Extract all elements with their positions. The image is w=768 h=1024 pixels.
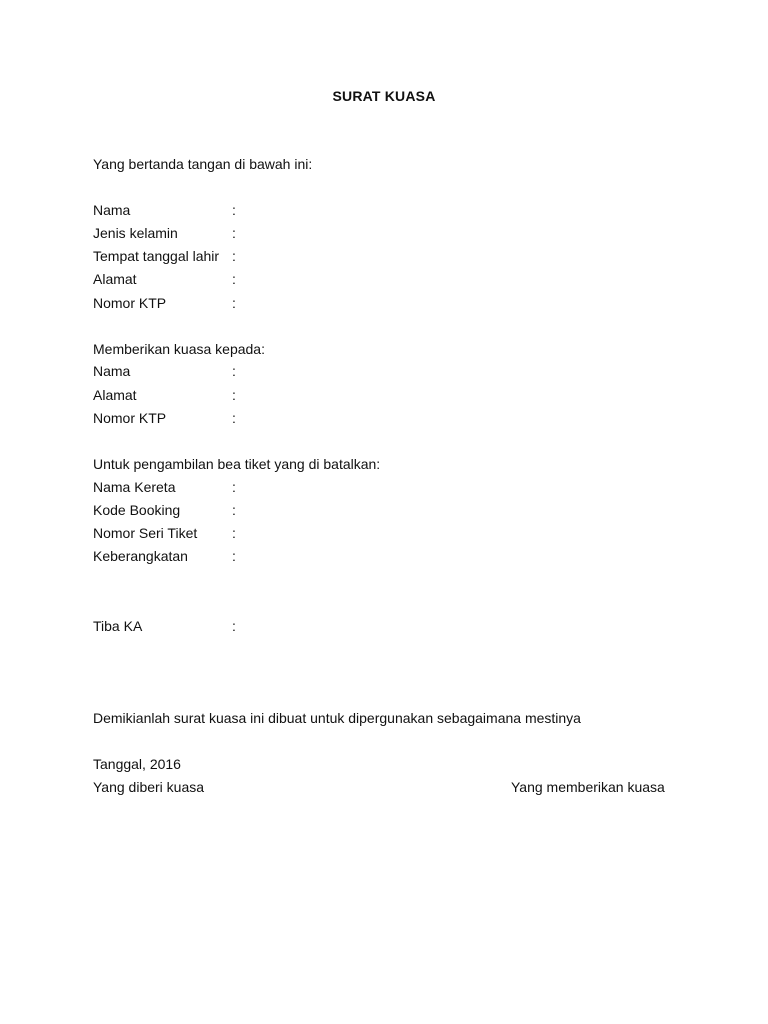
grantor-signature-label: Yang memberikan kuasa: [511, 779, 665, 795]
field-separator: :: [232, 225, 236, 241]
field-separator: :: [232, 202, 236, 218]
field-separator: :: [232, 295, 236, 311]
field-separator: :: [232, 502, 236, 518]
field-label: Kode Booking: [93, 502, 181, 518]
field-separator: :: [232, 618, 236, 634]
closing-statement: Demikianlah surat kuasa ini dibuat untuk dipergunakan sebagaimana mestinya: [93, 710, 581, 726]
field-label: Keberangkatan: [93, 548, 188, 564]
field-separator: :: [232, 479, 236, 495]
intro-text: Yang bertanda tangan di bawah ini:: [93, 156, 313, 172]
field-label: Jenis kelamin: [93, 225, 178, 241]
date-line: Tanggal, 2016: [93, 756, 181, 772]
field-label: Nomor KTP: [93, 295, 167, 311]
field-label: Alamat: [93, 387, 137, 403]
field-label: Alamat: [93, 271, 137, 287]
field-label: Tempat tanggal lahir: [93, 248, 220, 264]
field-separator: :: [232, 363, 236, 379]
field-separator: :: [232, 271, 236, 287]
field-separator: :: [232, 248, 236, 264]
field-separator: :: [232, 410, 236, 426]
document-title: SURAT KUASA: [332, 88, 436, 104]
field-label: Tiba KA: [93, 618, 143, 634]
field-separator: :: [232, 387, 236, 403]
grantee-heading: Memberikan kuasa kepada:: [93, 341, 265, 357]
field-label: Nomor KTP: [93, 410, 167, 426]
field-separator: :: [232, 548, 236, 564]
field-label: Nama: [93, 363, 131, 379]
recipient-signature-label: Yang diberi kuasa: [93, 779, 205, 795]
field-label: Nama: [93, 202, 131, 218]
purpose-heading: Untuk pengambilan bea tiket yang di batalkan:: [93, 456, 381, 472]
field-label: Nama Kereta: [93, 479, 176, 495]
field-label: Nomor Seri Tiket: [93, 525, 198, 541]
field-separator: :: [232, 525, 236, 541]
